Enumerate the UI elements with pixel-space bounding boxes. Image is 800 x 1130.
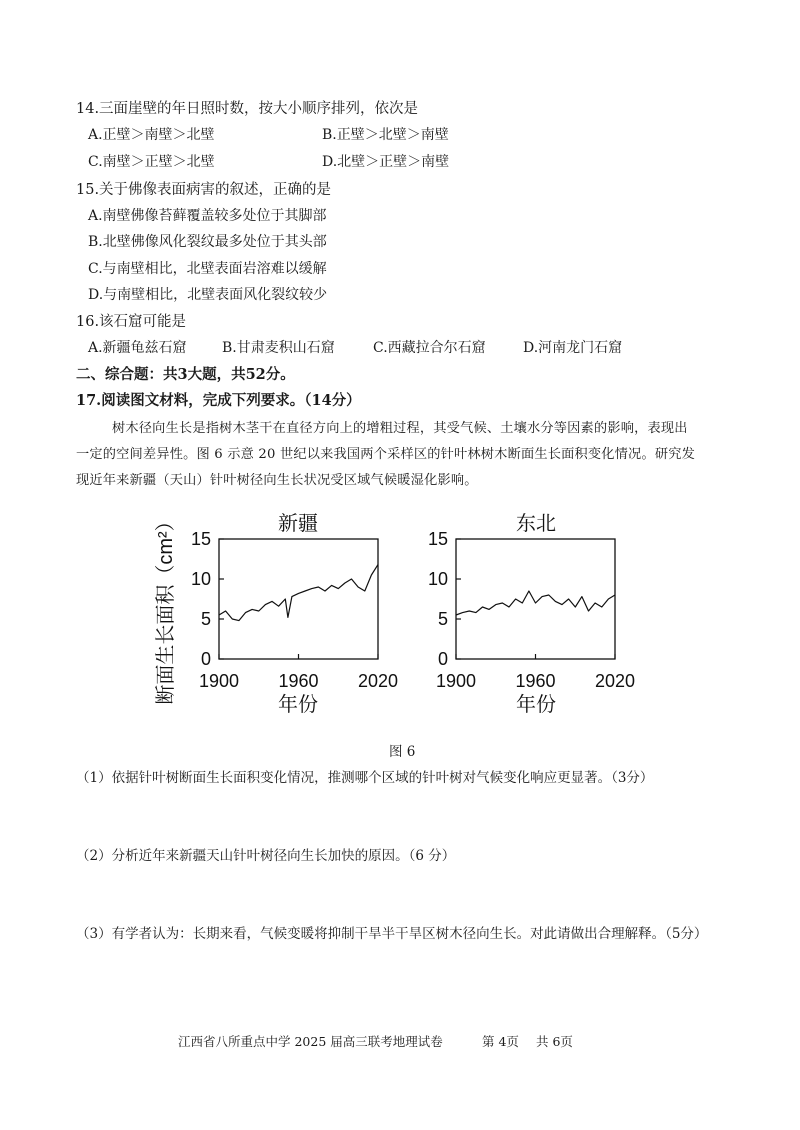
x-axis-label-dongbei: 年份 <box>516 694 556 716</box>
q17-material-line-1: 树木径向生长是指树木茎干在直径方向上的增粗过程，其受气候、土壤水分等因素的影响，表现出 <box>112 421 688 436</box>
y-tick-label-dongbei: 0 <box>437 649 448 669</box>
sub-question-2: （2）分析近年来新疆天山针叶树径向生长加快的原因。（6 分） <box>76 848 456 864</box>
plot-frame-xinjiang <box>219 539 378 659</box>
x-tick-label-dongbei: 1960 <box>515 671 556 691</box>
figure-caption: 图 6 <box>389 744 416 760</box>
q16-stem: 16.该石窟可能是 <box>76 314 187 330</box>
y-tick-label-dongbei: 10 <box>427 569 448 589</box>
footer-page-total: 共 6页 <box>536 1034 573 1049</box>
y-axis-label: 断面生长面积（cm²） <box>155 511 177 705</box>
figure-6-charts <box>0 500 800 730</box>
q17-heading: 17.阅读图文材料，完成下列要求。（14分） <box>76 392 361 409</box>
y-tick-label-xinjiang: 15 <box>190 529 211 549</box>
q15-option-c: C.与南壁相比，北壁表面岩溶难以缓解 <box>88 261 327 277</box>
footer-exam-title: 江西省八所重点中学 2025 届高三联考地理试卷 <box>178 1034 443 1049</box>
q15-option-b: B.北壁佛像风化裂纹最多处位于其头部 <box>88 234 327 250</box>
q14-option-a: A.正壁＞南壁＞北壁 <box>88 127 215 143</box>
plot-frame-dongbei <box>456 539 615 659</box>
q16-option-d: D.河南龙门石窟 <box>523 340 623 356</box>
x-tick-label-xinjiang: 1900 <box>198 671 240 691</box>
section-heading: 二、综合题：共3大题，共52分。 <box>76 366 295 383</box>
q15-option-d: D.与南壁相比，北壁表面风化裂纹较少 <box>88 287 328 303</box>
q16-option-b: B.甘肃麦积山石窟 <box>222 340 335 356</box>
chart-title-dongbei: 东北 <box>516 513 556 535</box>
y-tick-label-dongbei: 15 <box>427 529 448 549</box>
y-tick-label-xinjiang: 0 <box>200 649 211 669</box>
y-tick-label-dongbei: 5 <box>437 609 448 629</box>
sub-question-1: （1）依据针叶树断面生长面积变化情况，推测哪个区域的针叶树对气候变化响应更显著。（3分） <box>76 770 654 786</box>
q16-option-a: A.新疆龟兹石窟 <box>88 340 187 356</box>
footer-page-number: 第 4页 <box>482 1034 519 1049</box>
x-tick-label-xinjiang: 2020 <box>357 671 399 691</box>
x-tick-label-xinjiang: 1960 <box>278 671 319 691</box>
x-axis-label-xinjiang: 年份 <box>278 694 318 716</box>
chart-title-xinjiang: 新疆 <box>278 513 318 535</box>
q16-option-c: C.西藏拉合尔石窟 <box>373 340 486 356</box>
q15-option-a: A.南壁佛像苔藓覆盖较多处位于其脚部 <box>88 208 327 224</box>
sub-question-3: （3）有学者认为：长期来看，气候变暖将抑制干旱半干旱区树木径向生长。对此请做出合理解释。（5分） <box>76 926 708 942</box>
x-tick-label-dongbei: 1900 <box>435 671 477 691</box>
series-line-xinjiang <box>219 565 378 621</box>
q17-material-line-2: 一定的空间差异性。图 6 示意 20 世纪以来我国两个采样区的针叶林树木断面生长面积变化情况。研究发 <box>76 447 695 462</box>
series-line-dongbei <box>456 591 615 615</box>
q14-option-d: D.北壁＞正壁＞南壁 <box>322 154 450 170</box>
q15-stem: 15.关于佛像表面病害的叙述，正确的是 <box>76 182 332 198</box>
q14-option-c: C.南壁＞正壁＞北壁 <box>88 154 215 170</box>
y-tick-label-xinjiang: 10 <box>190 569 211 589</box>
q14-option-b: B.正壁＞北壁＞南壁 <box>322 127 449 143</box>
q17-material-line-3: 现近年来新疆（天山）针叶树径向生长状况受区域气候暖湿化影响。 <box>76 473 478 488</box>
q14-stem: 14.三面崖壁的年日照时数，按大小顺序排列，依次是 <box>76 101 419 117</box>
y-tick-label-xinjiang: 5 <box>200 609 211 629</box>
x-tick-label-dongbei: 2020 <box>594 671 636 691</box>
